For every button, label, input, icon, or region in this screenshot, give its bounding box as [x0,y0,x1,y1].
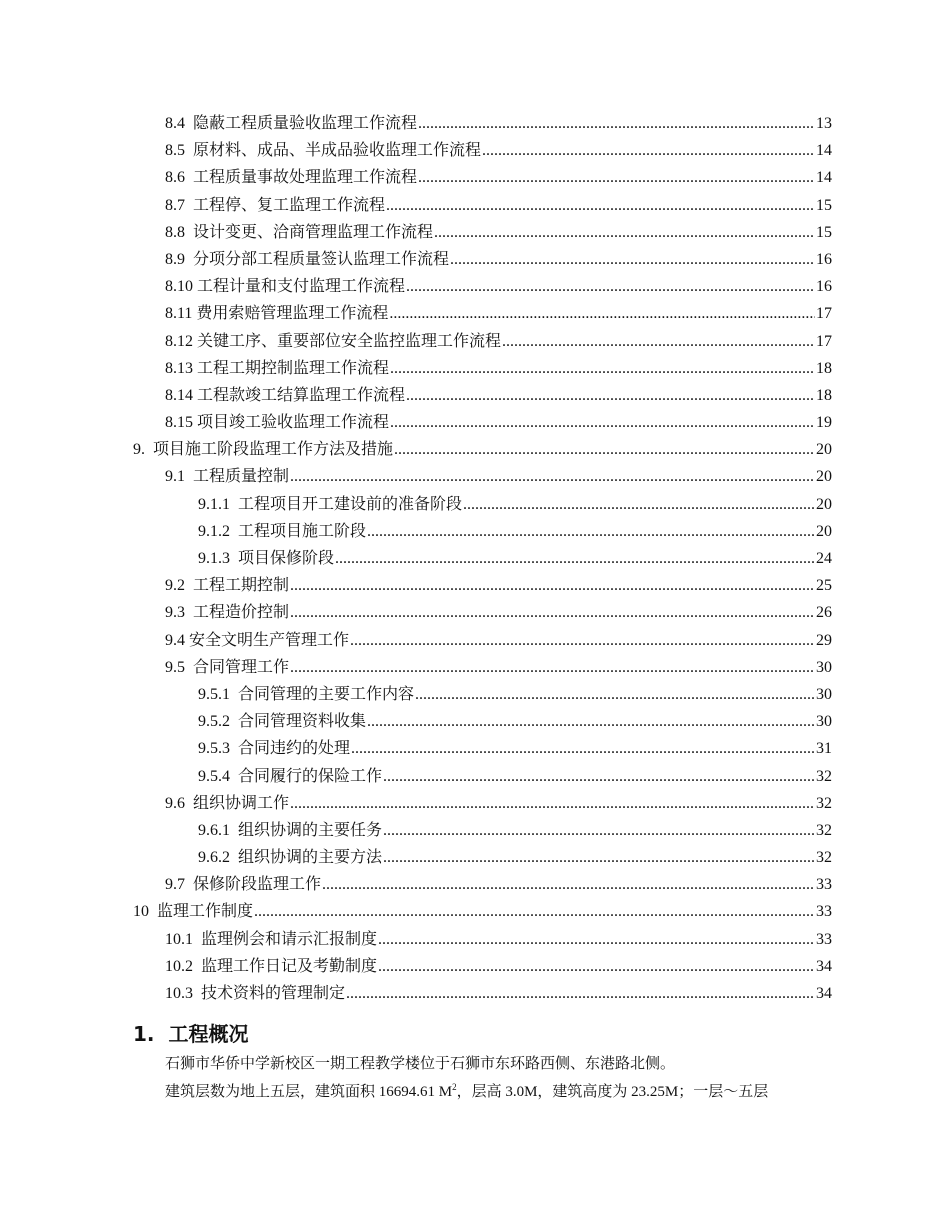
toc-entry-page: 33 [816,903,832,921]
toc-entry-page: 14 [816,142,832,160]
section-heading [133,1018,249,1047]
toc-entry-label: 9. 项目施工阶段监理工作方法及措施 [133,441,394,459]
toc-entry-page: 32 [816,849,832,867]
paragraph-building-info [165,1080,768,1101]
toc-leader-dots [406,382,815,409]
toc-entry[interactable] [165,572,832,599]
toc-entry-label: 10.2 监理工作日记及考勤制度 [165,957,378,975]
toc-leader-dots [418,164,815,191]
toc-entry-label: 9.1 工程质量控制 [165,468,290,486]
toc-leader-dots [389,300,815,327]
toc-leader-dots [290,572,815,599]
toc-entry-label: 9.5.4 合同履行的保险工作 [198,767,383,785]
toc-leader-dots [346,980,815,1007]
toc-leader-dots [482,137,815,164]
toc-entry-label: 9.6 组织协调工作 [165,794,290,812]
toc-entry[interactable] [165,110,832,137]
toc-entry-page: 20 [816,495,832,513]
toc-entry[interactable] [198,681,832,708]
toc-entry-page: 26 [816,604,832,622]
toc-entry-page: 16 [816,250,832,268]
toc-entry-page: 17 [816,305,832,323]
toc-leader-dots [367,708,815,735]
toc-entry-page: 30 [816,658,832,676]
toc-entry-page: 30 [816,685,832,703]
toc-entry[interactable] [165,137,832,164]
paragraph-location: 石狮市华侨中学新校区一期工程教学楼位于石狮市东环路西侧、东港路北侧。 [165,1056,676,1072]
toc-entry-label: 9.1.3 项目保修阶段 [198,550,335,567]
toc-entry[interactable] [198,518,832,545]
toc-entry[interactable] [165,871,832,898]
toc-entry-page: 34 [816,985,832,1002]
toc-leader-dots [383,844,815,871]
toc-leader-dots [322,871,815,898]
toc-leader-dots [378,926,815,953]
toc-entry-page: 13 [816,115,832,132]
toc-entry-label: 9.6.2 组织协调的主要方法 [198,849,383,867]
toc-entry[interactable] [165,953,832,980]
toc-entry-page: 24 [816,550,832,567]
toc-entry[interactable] [165,192,832,219]
toc-leader-dots [350,627,815,654]
toc-entry[interactable] [198,817,832,844]
toc-entry[interactable] [165,980,832,1007]
toc-entry-label: 9.7 保修阶段监理工作 [165,876,322,894]
toc-entry-page: 16 [816,278,832,296]
toc-entry-label: 10 监理工作制度 [133,903,254,921]
toc-entry-page: 17 [816,332,832,350]
toc-entry[interactable] [165,328,832,355]
toc-leader-dots [351,735,815,762]
toc-entry-page: 18 [816,386,832,404]
toc-leader-dots [383,817,815,844]
toc-entry-label: 8.13 工程工期控制监理工作流程 [165,359,390,377]
paragraph-text-start: 建筑层数为地上五层，建筑面积 16694.61 M [165,1084,453,1100]
toc-entry-label: 9.5.1 合同管理的主要工作内容 [198,685,415,703]
toc-entry[interactable] [165,164,832,191]
toc-entry-page: 32 [816,794,832,812]
toc-leader-dots [450,246,815,273]
toc-entry[interactable] [198,491,832,518]
toc-entry-label: 9.5 合同管理工作 [165,658,290,676]
toc-entry-page: 31 [816,740,832,758]
toc-leader-dots [390,355,815,382]
toc-leader-dots [367,518,815,545]
toc-entry-page: 30 [816,713,832,731]
toc-entry[interactable] [165,409,832,436]
toc-leader-dots [502,328,815,355]
toc-leader-dots [378,953,815,980]
toc-entry-label: 8.11 费用索赔管理监理工作流程 [165,305,389,323]
toc-entry-label: 8.10 工程计量和支付监理工作流程 [165,278,406,296]
toc-leader-dots [390,409,815,436]
toc-entry[interactable] [165,790,832,817]
toc-entry-label: 8.4 隐蔽工程质量验收监理工作流程 [165,115,418,132]
toc-entry-label: 9.4 安全文明生产管理工作 [165,631,350,649]
toc-leader-dots [406,273,815,300]
toc-entry-page: 15 [816,223,832,241]
toc-entry[interactable] [133,898,832,925]
toc-leader-dots [415,681,815,708]
toc-entry[interactable] [198,545,832,572]
toc-entry[interactable] [165,246,832,273]
toc-entry-page: 15 [816,196,832,214]
paragraph-text-end: ，层高 3.0M，建筑高度为 23.25M；一层～五层 [456,1084,769,1100]
toc-entry[interactable] [198,708,832,735]
toc-entry-label: 10.3 技术资料的管理制定 [165,985,346,1002]
toc-leader-dots [254,898,815,925]
toc-entry[interactable] [198,763,832,790]
toc-entry[interactable] [198,735,832,762]
toc-entry-page: 25 [816,577,832,595]
toc-entry-page: 20 [816,441,832,459]
toc-entry-page: 33 [816,930,832,948]
toc-leader-dots [386,192,815,219]
toc-entry-label: 8.8 设计变更、洽商管理监理工作流程 [165,223,434,241]
toc-entry-label: 8.9 分项分部工程质量签认监理工作流程 [165,250,450,268]
toc-entry-label: 10.1 监理例会和请示汇报制度 [165,930,378,948]
toc-entry-label: 9.2 工程工期控制 [165,577,290,595]
toc-leader-dots [290,463,815,490]
toc-entry-label: 8.15 项目竣工验收监理工作流程 [165,414,390,432]
toc-entry-label: 9.5.2 合同管理资料收集 [198,713,367,731]
toc-entry-page: 32 [816,821,832,839]
toc-entry-label: 9.1.1 工程项目开工建设前的准备阶段 [198,495,463,513]
toc-entry[interactable] [165,463,832,490]
toc-leader-dots [463,491,815,518]
toc-entry[interactable] [165,300,832,327]
toc-entry-label: 8.12 关键工序、重要部位安全监控监理工作流程 [165,332,502,350]
toc-entry-page: 19 [816,414,832,432]
superscript-2: 2 [452,1082,457,1092]
toc-entry[interactable] [165,219,832,246]
toc-entry[interactable] [165,627,832,654]
toc-entry-label: 8.5 原材料、成品、半成品验收监理工作流程 [165,142,482,160]
toc-entry-page: 14 [816,169,832,187]
toc-entry-label: 8.6 工程质量事故处理监理工作流程 [165,169,418,187]
toc-entry-label: 9.3 工程造价控制 [165,604,290,622]
toc-entry-page: 29 [816,631,832,649]
toc-entry-page: 33 [816,876,832,894]
toc-entry[interactable] [165,654,832,681]
toc-leader-dots [394,436,815,463]
toc-leader-dots [418,110,815,137]
table-of-contents [0,110,950,1007]
toc-entry-label: 8.7 工程停、复工监理工作流程 [165,196,386,214]
toc-entry[interactable] [198,844,832,871]
toc-entry-label: 9.6.1 组织协调的主要任务 [198,821,383,839]
toc-entry-label: 9.5.3 合同违约的处理 [198,740,351,758]
toc-entry[interactable] [165,382,832,409]
toc-entry-page: 20 [816,468,832,486]
toc-leader-dots [383,763,815,790]
toc-entry-page: 20 [816,522,832,540]
toc-leader-dots [290,654,815,681]
toc-entry-page: 32 [816,767,832,785]
toc-entry-page: 34 [816,957,832,975]
toc-entry[interactable] [165,273,832,300]
toc-leader-dots [335,545,815,572]
toc-leader-dots [290,599,815,626]
toc-entry[interactable] [165,599,832,626]
toc-leader-dots [290,790,815,817]
toc-entry-page: 18 [816,359,832,377]
section-title: 工程概况 [168,1022,249,1046]
toc-entry-label: 9.1.2 工程项目施工阶段 [198,522,367,540]
toc-entry[interactable] [133,436,832,463]
toc-leader-dots [434,219,815,246]
toc-entry[interactable] [165,926,832,953]
section-number: 1. [133,1022,155,1046]
toc-entry-label: 8.14 工程款竣工结算监理工作流程 [165,386,406,404]
toc-entry[interactable] [165,355,832,382]
